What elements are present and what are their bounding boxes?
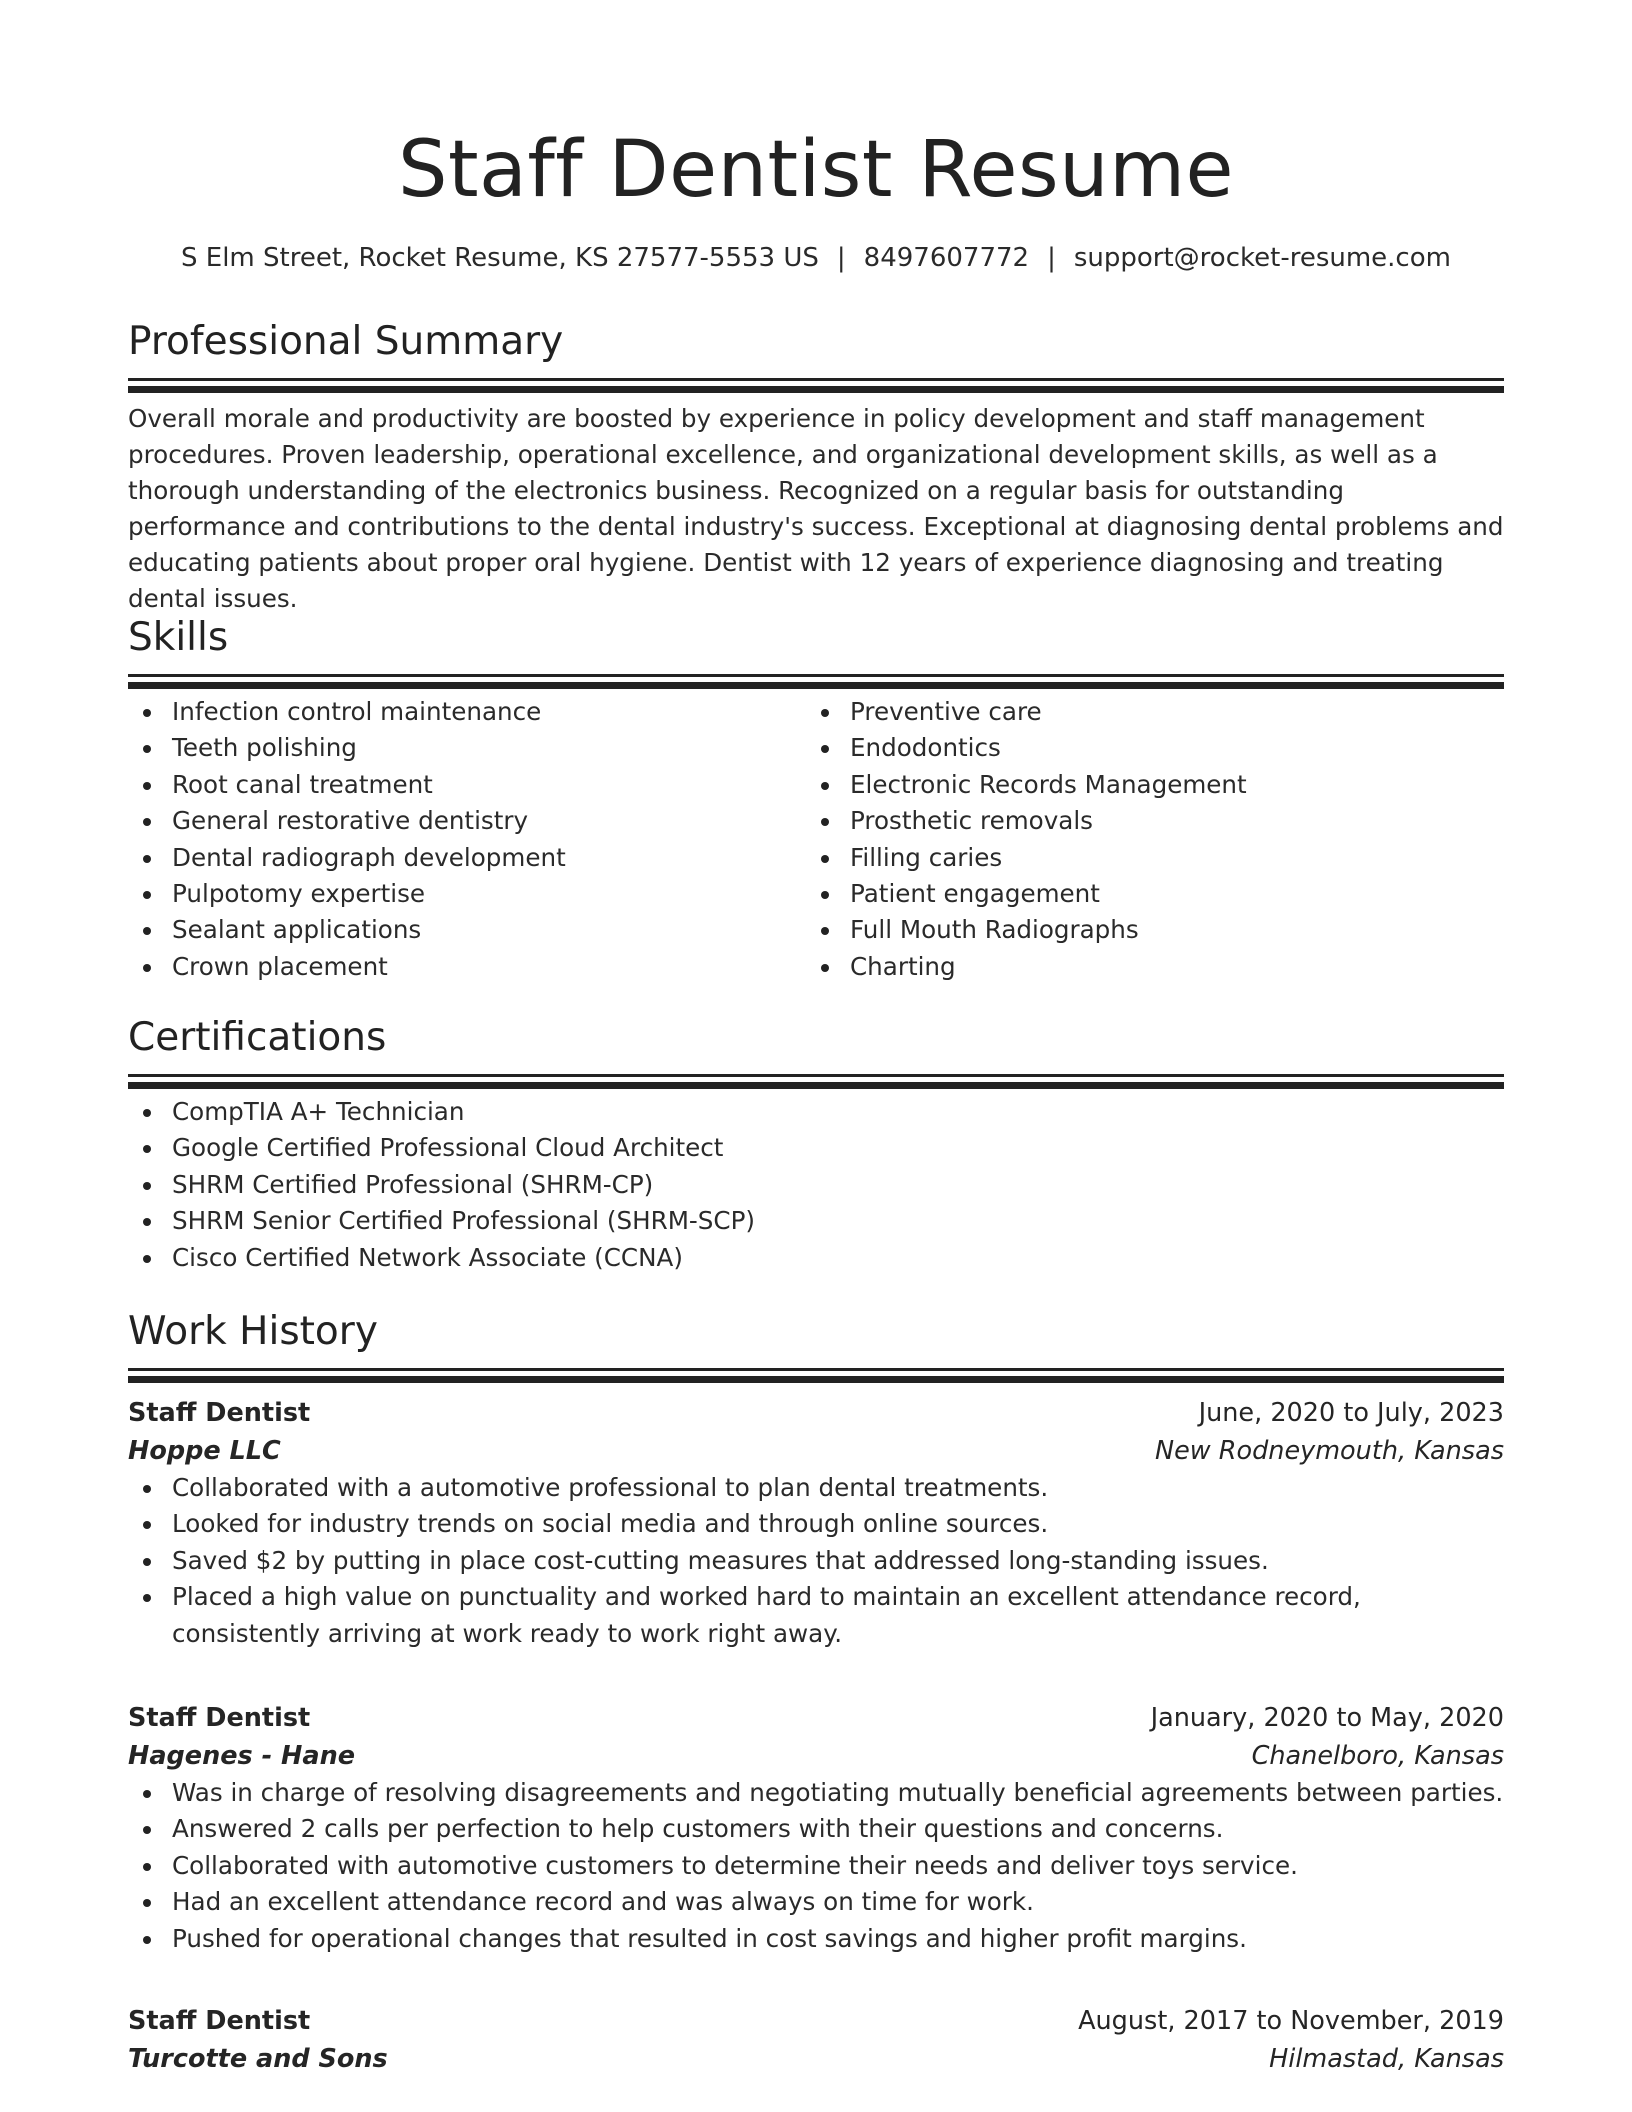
skill-item: Prosthetic removals (806, 803, 1484, 839)
skill-item: Sealant applications (128, 912, 806, 948)
job-header (128, 2002, 1504, 2040)
company-name: Hoppe LLC (128, 1436, 281, 1466)
certification-item: CompTIA A+ Technician (128, 1094, 1504, 1130)
job-bullet: Saved $2 by putting in place cost-cutting measures that addressed long-standing issues. (128, 1543, 1504, 1579)
certifications-section (128, 1012, 1504, 1276)
skill-item: Patient engagement (806, 876, 1484, 912)
skill-item: Infection control maintenance (128, 694, 806, 730)
skill-item: Filling caries (806, 840, 1484, 876)
section-heading: Skills (128, 615, 229, 660)
job-subheader (128, 1737, 1504, 1775)
job-location: New Rodneymouth, Kansas (1155, 1436, 1504, 1466)
job-bullet: Looked for industry trends on social media and through online sources. (128, 1506, 1504, 1542)
section-divider (128, 378, 1504, 381)
job-entry (128, 2002, 1504, 2078)
skills-column-left (128, 694, 806, 985)
certification-item: Cisco Certified Network Associate (CCNA) (128, 1240, 1504, 1276)
section-heading: Work History (128, 1309, 378, 1354)
job-header (128, 1394, 1504, 1432)
section-divider (128, 1368, 1504, 1371)
skill-item: Root canal treatment (128, 767, 806, 803)
resume-page (128, 0, 1504, 2074)
job-bullets (128, 1470, 1504, 1652)
job-location: Chanelboro, Kansas (1251, 1741, 1504, 1771)
work-history-section (128, 1306, 1504, 1371)
job-subheader (128, 1432, 1504, 1470)
job-title: Staff Dentist (128, 1703, 311, 1733)
job-bullet: Had an excellent attendance record and was always on time for work. (128, 1884, 1504, 1920)
job-bullet: Answered 2 calls per perfection to help customers with their questions and concerns. (128, 1811, 1504, 1847)
certifications-list (128, 1094, 1504, 1276)
section-divider (128, 1074, 1504, 1077)
skill-item: Pulpotomy expertise (128, 876, 806, 912)
skill-item: Charting (806, 949, 1484, 985)
skill-item: Dental radiograph development (128, 840, 806, 876)
certification-item: Google Certified Professional Cloud Architect (128, 1130, 1504, 1166)
job-dates: August, 2017 to November, 2019 (1078, 2006, 1504, 2036)
summary-section (128, 316, 1504, 617)
summary-text: Overall morale and productivity are boosted by experience in policy development and staff management procedures. Proven leadership, operational excellence, and organizational development skills, as well as a thorough understanding of the electronics business. Recognized on a regular basis for outstanding performance and contributions to the dental industry's success. Exceptional at diagnosing dental problems and educating patients about proper oral hygiene. Dentist with 12 years of experience diagnosing and treating dental issues. (128, 404, 1504, 613)
company-name: Turcotte and Sons (128, 2044, 388, 2074)
skill-item: Crown placement (128, 949, 806, 985)
certification-item: SHRM Certified Professional (SHRM-CP) (128, 1167, 1504, 1203)
skill-item: Endodontics (806, 730, 1484, 766)
contact-separator: | (836, 243, 846, 273)
address-text: S Elm Street, Rocket Resume, KS 27577-5553 US (181, 243, 819, 273)
contact-line (128, 241, 1504, 275)
skill-item: Preventive care (806, 694, 1484, 730)
job-entry (128, 1699, 1504, 1957)
job-entry (128, 1394, 1504, 1652)
company-name: Hagenes - Hane (128, 1741, 356, 1771)
skill-item: Teeth polishing (128, 730, 806, 766)
section-divider (128, 674, 1504, 677)
certification-item: SHRM Senior Certified Professional (SHRM-SCP) (128, 1203, 1504, 1239)
skills-column-right (806, 694, 1484, 985)
contact-separator: | (1047, 243, 1056, 273)
section-heading: Professional Summary (128, 319, 564, 364)
skill-item: General restorative dentistry (128, 803, 806, 839)
job-location: Hilmastad, Kansas (1269, 2044, 1504, 2074)
job-bullet: Placed a high value on punctuality and worked hard to maintain an excellent attendance record, consistently arriving at work ready to work right away. (128, 1579, 1504, 1652)
job-bullet: Pushed for operational changes that resulted in cost savings and higher profit margins. (128, 1921, 1504, 1957)
job-title: Staff Dentist (128, 2006, 311, 2036)
job-bullets (128, 1775, 1504, 1957)
job-title: Staff Dentist (128, 1398, 311, 1428)
job-dates: January, 2020 to May, 2020 (1150, 1703, 1504, 1733)
email-link[interactable]: support@rocket-resume.com (1073, 243, 1451, 273)
job-subheader (128, 2040, 1504, 2078)
job-header (128, 1699, 1504, 1737)
job-dates: June, 2020 to July, 2023 (1198, 1398, 1504, 1428)
skills-section (128, 612, 1504, 985)
skill-item: Full Mouth Radiographs (806, 912, 1484, 948)
job-bullet: Collaborated with automotive customers to determine their needs and deliver toys service. (128, 1848, 1504, 1884)
skill-item: Electronic Records Management (806, 767, 1484, 803)
job-bullet: Collaborated with a automotive professional to plan dental treatments. (128, 1470, 1504, 1506)
skills-columns (128, 694, 1504, 985)
section-heading: Certifications (128, 1015, 387, 1060)
job-bullet: Was in charge of resolving disagreements and negotiating mutually beneficial agreements between parties. (128, 1775, 1504, 1811)
phone-text: 8497607772 (863, 243, 1030, 273)
resume-title: Staff Dentist Resume (397, 125, 1235, 215)
